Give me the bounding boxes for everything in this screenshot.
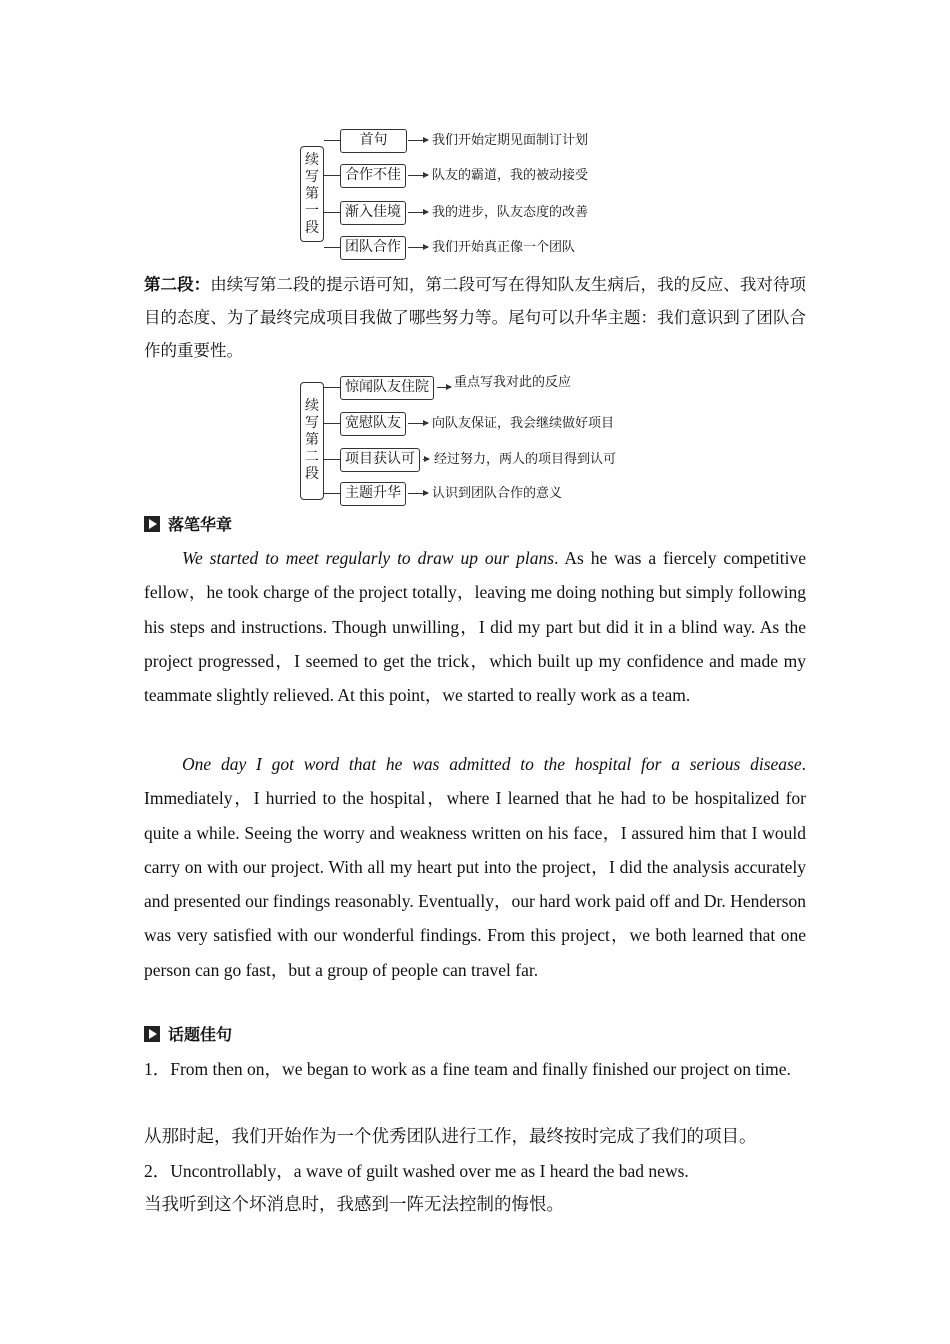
section-title: 落笔华章: [168, 515, 233, 534]
arrow-icon: [408, 423, 428, 424]
play-triangle-icon: [144, 516, 160, 532]
branch-box: 合作不佳: [340, 164, 406, 188]
essay-paragraph-2: [144, 747, 806, 987]
branch-box: 首句: [340, 129, 407, 153]
branch-box: 项目获认可: [340, 448, 420, 472]
essay-text: . As he was a fiercely competitive fellow，he took charge of the project totally，leaving me doing nothing but simply following his steps and instructions. Though unwilling，I did my part but did it in a blind way. As the project progressed，I seemed to get the trick，which built up my confidence and made my teammate slightly relieved. At this point，we started to really work as a team.: [144, 548, 806, 706]
sentence-english: 1．From then on，we began to work as a fine team and finally finished our project on time.: [144, 1059, 791, 1079]
essay-text: . Immediately，I hurried to the hospital，where I learned that he had to be hospitalized for quite a while. Seeing the worry and weakness written on his face，I assured him that I would carry on with our project. With all my heart put into the project，I did the analysis accurately and presented our findings reasonably. Eventually，our hard work paid off and Dr. Henderson was very satisfied with our wonderful findings. From this project，we both learned that one person can go fast，but a group of people can travel far.: [144, 754, 806, 980]
branch-desc: 经过努力，两人的项目得到认可: [434, 451, 617, 466]
essay-paragraph-1: [144, 541, 806, 712]
arrow-icon: [408, 175, 428, 176]
section-title: 话题佳句: [168, 1025, 233, 1044]
diagram-stem-label: 续 写 第 一 段: [305, 153, 319, 236]
branch-box: 主题升华: [340, 482, 406, 506]
branch-desc: 我们开始真正像一个团队: [432, 239, 576, 254]
sentence-english: 2．Uncontrollably，a wave of guilt washed over me as I heard the bad news.: [144, 1161, 689, 1181]
section-heading: [144, 513, 232, 537]
branch-box: 团队合作: [340, 236, 406, 260]
essay-opening-sentence: One day I got word that he was admitted to the hospital for a serious disease: [182, 754, 802, 774]
diagram-stem-label: 续 写 第 二 段: [305, 399, 319, 482]
sentence-chinese: 从那时起，我们开始作为一个优秀团队进行工作，最终按时完成了我们的项目。: [144, 1127, 757, 1147]
branch-desc: 认识到团队合作的意义: [432, 485, 563, 500]
arrow-icon: [437, 387, 451, 388]
paragraph-2-guidance: [144, 268, 806, 367]
branch-desc: 我们开始定期见面制订计划: [432, 132, 589, 147]
essay-opening-sentence: We started to meet regularly to draw up our plans: [182, 548, 555, 568]
arrow-icon: [408, 493, 428, 494]
branch-box: 渐入佳境: [340, 201, 406, 225]
branch-box: 惊闻队友住院: [340, 376, 434, 400]
play-triangle-icon: [144, 1026, 160, 1042]
sentence-chinese: 当我听到这个坏消息时，我感到一阵无法控制的悔恨。: [144, 1195, 564, 1215]
arrow-icon: [408, 212, 428, 213]
section-heading: [144, 1023, 232, 1047]
arrow-icon: [408, 140, 428, 141]
paragraph-text: 由续写第二段的提示语可知，第二段可写在得知队友生病后，我的反应、我对待项目的态度、为了最终完成项目我做了哪些努力等。尾句可以升华主题：我们意识到了团队合作的重要性。: [144, 275, 807, 360]
arrow-icon: [423, 459, 429, 460]
branch-desc: 重点写我对此的反应: [454, 374, 572, 389]
branch-desc: 队友的霸道，我的被动接受: [432, 167, 589, 182]
branch-desc: 向队友保证，我会继续做好项目: [432, 415, 615, 430]
outline-diagram-paragraph-2: [300, 374, 650, 501]
outline-diagram-paragraph-1: [300, 132, 630, 255]
branch-desc: 我的进步，队友态度的改善: [432, 204, 589, 219]
branch-box: 宽慰队友: [340, 412, 406, 436]
arrow-icon: [408, 247, 428, 248]
paragraph-label: 第二段：: [144, 275, 211, 294]
